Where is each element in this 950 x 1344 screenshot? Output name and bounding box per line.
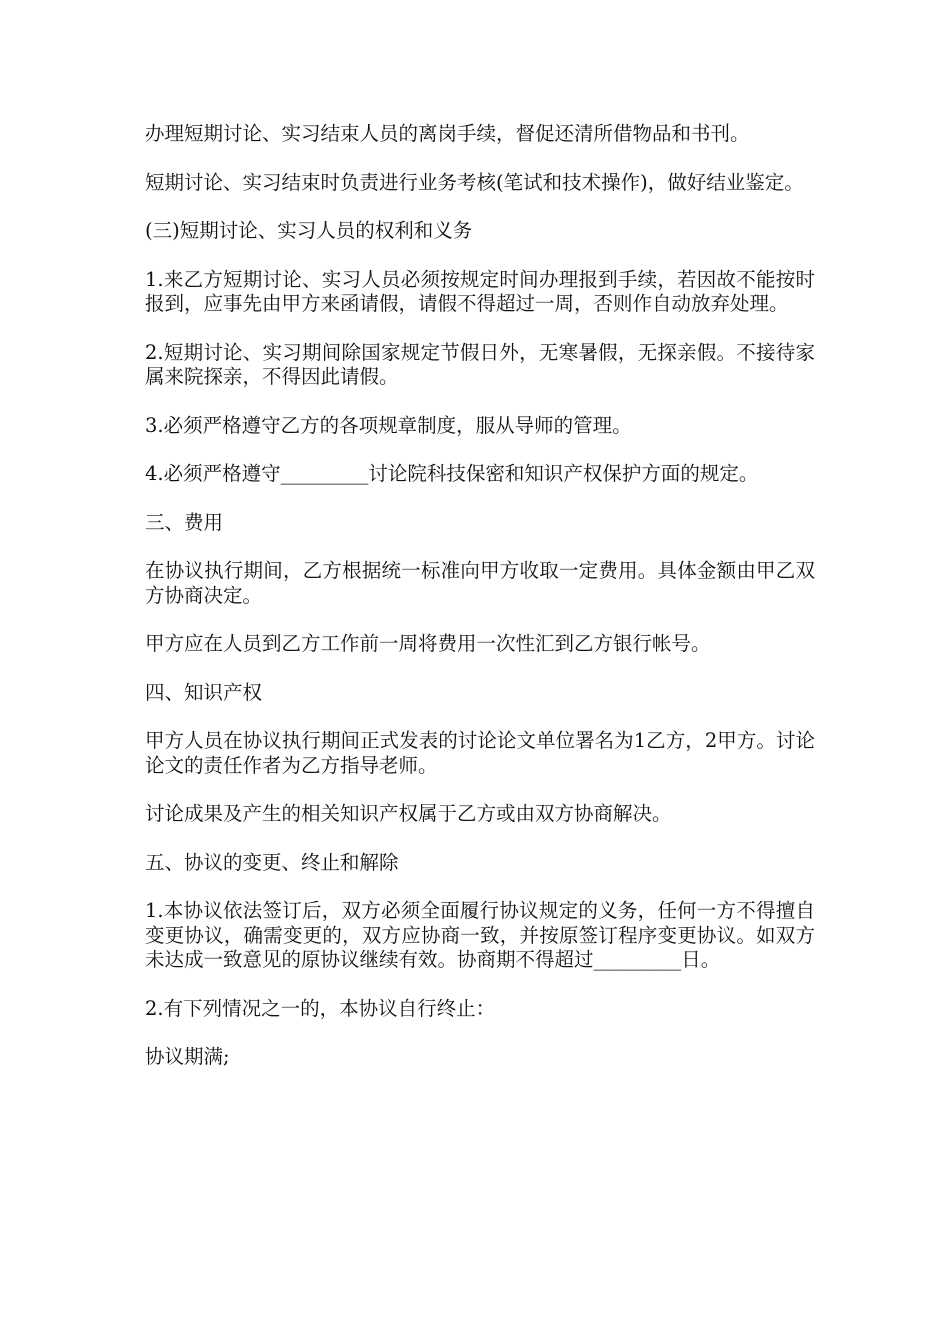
paragraph-change-rule-1: 1.本协议依法签订后，双方必须全面履行协议规定的义务，任何一方不得擅自变更协议，确需变更的，双方应协商一致，并按原签订程序变更协议。如双方未达成一致意见的原协议继续有效。协商期不得超过_________日。 xyxy=(145,899,815,971)
paragraph-rule-3-regulations: 3.必须严格遵守乙方的各项规章制度，服从导师的管理。 xyxy=(145,413,632,437)
paragraph-assessment: 短期讨论、实习结束时负责进行业务考核(笔试和技术操作)，做好结业鉴定。 xyxy=(145,170,804,194)
paragraph-rule-2-holidays: 2.短期讨论、实习期间除国家规定节假日外，无寒暑假，无探亲假。不接待家属来院探亲，不得因此请假。 xyxy=(145,340,815,388)
paragraph-change-rule-2: 2.有下列情况之一的，本协议自行终止： xyxy=(145,996,496,1020)
paragraph-ip-ownership: 讨论成果及产生的相关知识产权属于乙方或由双方协商解决。 xyxy=(145,802,672,825)
heading-intellectual-property: 四、知识产权 xyxy=(145,680,263,704)
paragraph-rule-1-reporting: 1.来乙方短期讨论、实习人员必须按规定时间办理报到手续，若因故不能按时报到，应事先由甲方来函请假，请假不得超过一周，否则作自动放弃处理。 xyxy=(145,267,815,315)
document-page xyxy=(145,122,815,1094)
heading-rights-duties: (三)短期讨论、实习人员的权利和义务 xyxy=(145,219,473,242)
paragraph-fee-payment: 甲方应在人员到乙方工作前一周将费用一次性汇到乙方银行帐号。 xyxy=(145,632,711,655)
paragraph-rule-4-confidentiality: 4.必须严格遵守_________讨论院科技保密和知识产权保护方面的规定。 xyxy=(145,462,759,485)
heading-fees: 三、费用 xyxy=(145,510,224,534)
paragraph-checkout-procedures: 办理短期讨论、实习结束人员的离岗手续，督促还清所借物品和书刊。 xyxy=(145,122,750,145)
paragraph-fee-amount: 在协议执行期间，乙方根据统一标准向甲方收取一定费用。具体金额由甲乙双方协商决定。 xyxy=(145,559,815,607)
heading-agreement-changes: 五、协议的变更、终止和解除 xyxy=(145,850,399,874)
paragraph-expiry: 协议期满; xyxy=(145,1045,230,1068)
paragraph-paper-authorship: 甲方人员在协议执行期间正式发表的讨论论文单位署名为1乙方，2甲方。讨论论文的责任作者为乙方指导老师。 xyxy=(145,729,815,777)
